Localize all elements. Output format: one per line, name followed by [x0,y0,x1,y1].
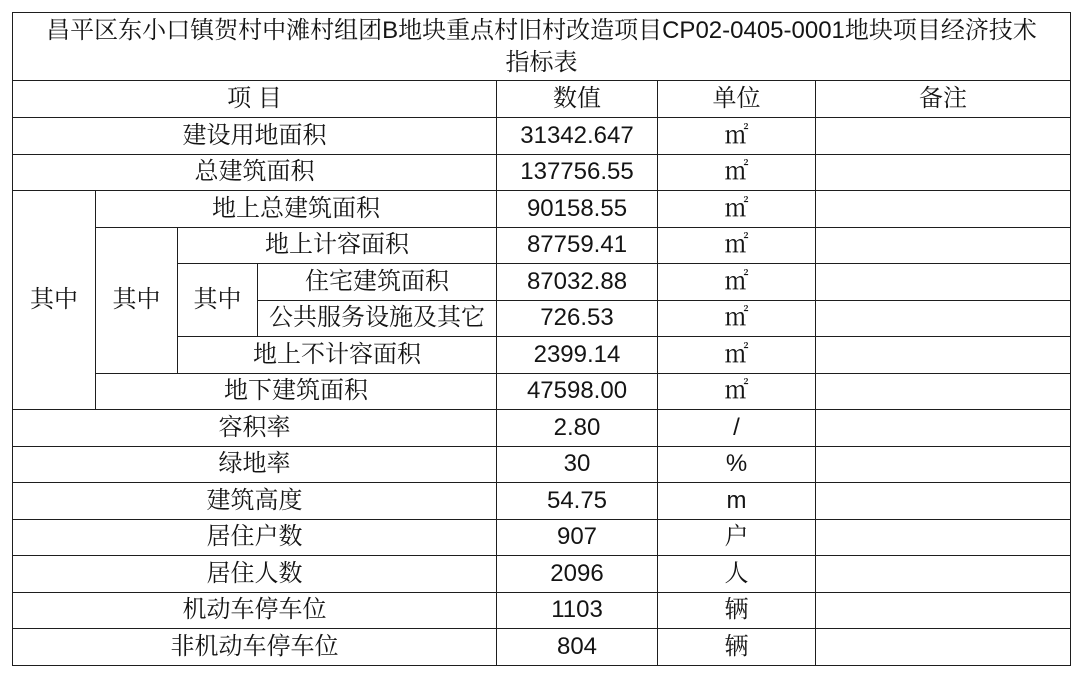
motor-vehicle-parking-unit: 辆 [658,592,816,629]
green-space-ratio-unit: % [658,446,816,483]
header-row [13,81,1071,118]
table-row-above-ground-far-area [13,227,1071,264]
total-floor-area-value: 137756.55 [497,154,658,191]
above-ground-far-area-value: 87759.41 [497,227,658,264]
table-title [13,13,1071,81]
table-row-building-height [13,483,1071,520]
above-ground-floor-area-unit: ㎡ [658,191,816,228]
above-ground-floor-area-value: 90158.55 [497,191,658,228]
above-ground-non-far-area-value: 2399.14 [497,337,658,374]
public-service-facilities-area-unit: ㎡ [658,300,816,337]
non-motor-vehicle-parking-value: 804 [497,629,658,666]
table-row-resident-count [13,556,1071,593]
above-ground-floor-area-remark [816,191,1071,228]
resident-count-remark [816,556,1071,593]
site-area-remark [816,118,1071,155]
building-height-label: 建筑高度 [13,483,497,520]
header-unit: 单位 [658,81,816,118]
table-row-total-floor-area [13,154,1071,191]
underground-floor-area-unit: ㎡ [658,373,816,410]
of-which-label-level-2: 其中 [96,227,178,373]
residential-floor-area-unit: ㎡ [658,264,816,301]
household-count-value: 907 [497,519,658,556]
underground-floor-area-remark [816,373,1071,410]
above-ground-far-area-label: 地上计容面积 [178,227,497,264]
motor-vehicle-parking-remark [816,592,1071,629]
resident-count-label: 居住人数 [13,556,497,593]
total-floor-area-remark [816,154,1071,191]
site-area-value: 31342.647 [497,118,658,155]
resident-count-unit: 人 [658,556,816,593]
household-count-label: 居住户数 [13,519,497,556]
building-height-remark [816,483,1071,520]
public-service-facilities-area-remark [816,300,1071,337]
underground-floor-area-label: 地下建筑面积 [96,373,497,410]
resident-count-value: 2096 [497,556,658,593]
building-height-value: 54.75 [497,483,658,520]
above-ground-non-far-area-label: 地上不计容面积 [178,337,497,374]
non-motor-vehicle-parking-unit: 辆 [658,629,816,666]
non-motor-vehicle-parking-label: 非机动车停车位 [13,629,497,666]
title-row [13,13,1071,81]
total-floor-area-label: 总建筑面积 [13,154,497,191]
public-service-facilities-area-label: 公共服务设施及其它 [258,300,497,337]
public-service-facilities-area-value: 726.53 [497,300,658,337]
total-floor-area-unit: ㎡ [658,154,816,191]
residential-floor-area-label: 住宅建筑面积 [258,264,497,301]
motor-vehicle-parking-value: 1103 [497,592,658,629]
floor-area-ratio-remark [816,410,1071,447]
floor-area-ratio-label: 容积率 [13,410,497,447]
site-area-unit: ㎡ [658,118,816,155]
table-row-household-count [13,519,1071,556]
green-space-ratio-value: 30 [497,446,658,483]
green-space-ratio-label: 绿地率 [13,446,497,483]
header-remark: 备注 [816,81,1071,118]
floor-area-ratio-unit: / [658,410,816,447]
table-title-line-1: 昌平区东小口镇贺村中滩村组团B地块重点村旧村改造项目CP02-0405-0001地块项目经济技术 [46,16,1037,44]
of-which-label-level-3: 其中 [178,264,258,337]
motor-vehicle-parking-label: 机动车停车位 [13,592,497,629]
economic-indicator-table [12,12,1071,666]
residential-floor-area-value: 87032.88 [497,264,658,301]
green-space-ratio-remark [816,446,1071,483]
table-row-motor-vehicle-parking [13,592,1071,629]
above-ground-non-far-area-unit: ㎡ [658,337,816,374]
header-value: 数值 [497,81,658,118]
table-row-site-area [13,118,1071,155]
site-area-label: 建设用地面积 [13,118,497,155]
above-ground-floor-area-label: 地上总建筑面积 [96,191,497,228]
above-ground-far-area-unit: ㎡ [658,227,816,264]
above-ground-far-area-remark [816,227,1071,264]
table-title-line-2: 指标表 [505,48,578,76]
residential-floor-area-remark [816,264,1071,301]
table-row-floor-area-ratio [13,410,1071,447]
household-count-remark [816,519,1071,556]
document-sheet [12,12,1070,666]
non-motor-vehicle-parking-remark [816,629,1071,666]
table-row-non-motor-vehicle-parking [13,629,1071,666]
floor-area-ratio-value: 2.80 [497,410,658,447]
building-height-unit: m [658,483,816,520]
table-row-green-space-ratio [13,446,1071,483]
household-count-unit: 户 [658,519,816,556]
above-ground-non-far-area-remark [816,337,1071,374]
table-row-underground-floor-area [13,373,1071,410]
of-which-label-level-1: 其中 [13,191,96,410]
header-item: 项 目 [13,81,497,118]
table-row-above-ground-floor-area [13,191,1071,228]
underground-floor-area-value: 47598.00 [497,373,658,410]
